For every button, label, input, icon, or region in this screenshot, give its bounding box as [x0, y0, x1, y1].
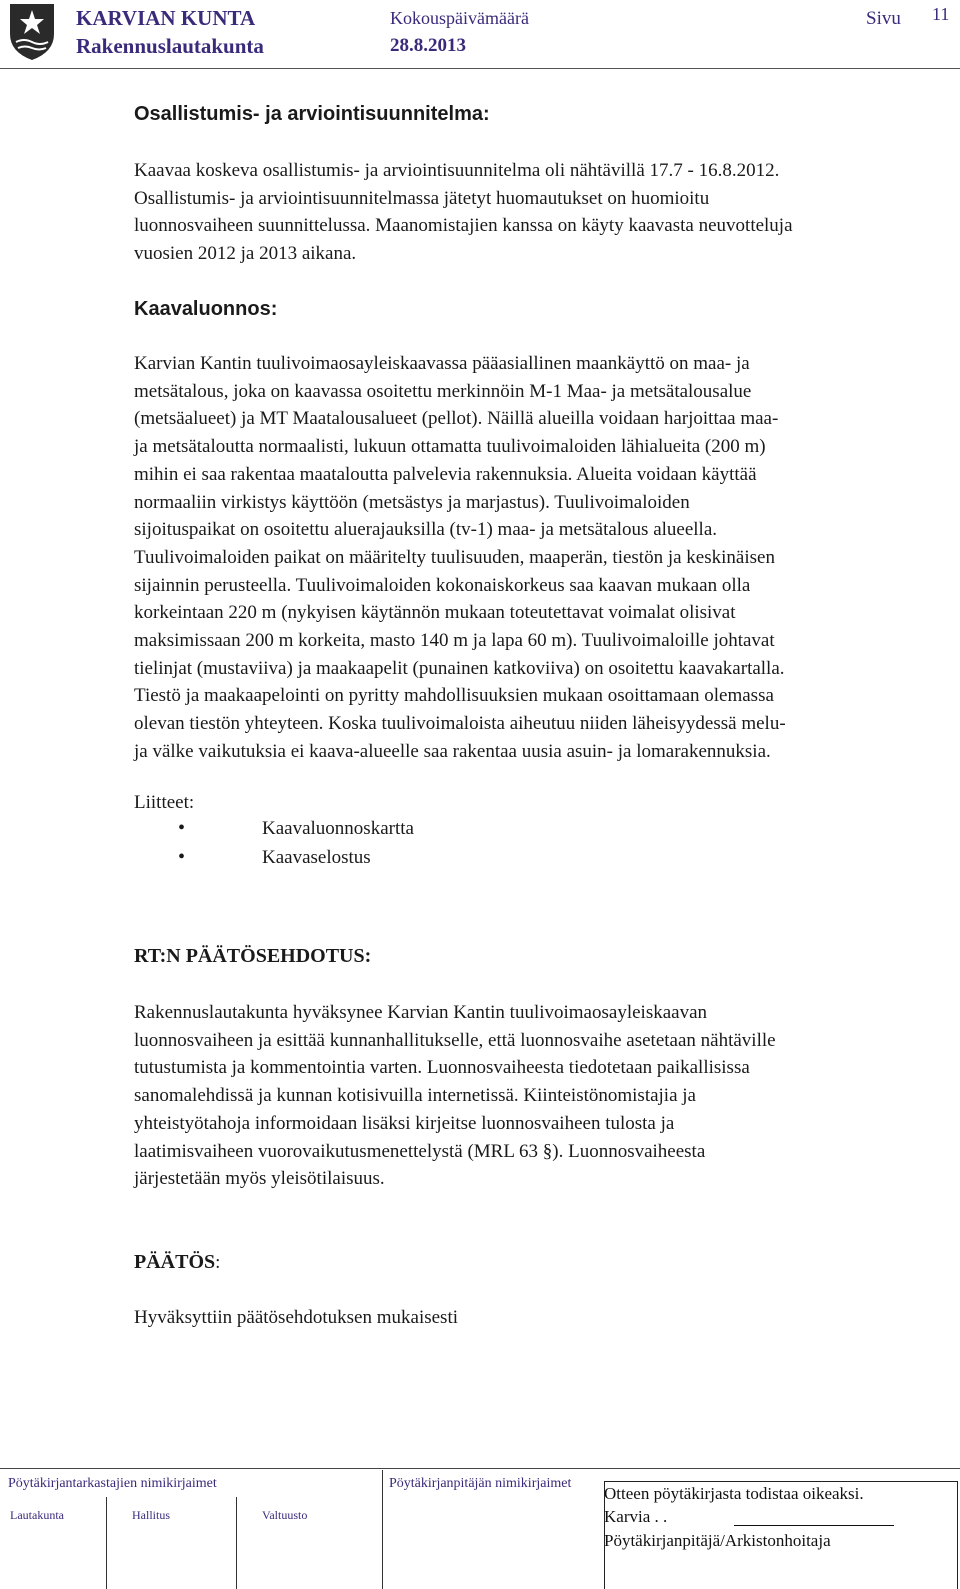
text-line: normaaliin virkistys käyttöön (metsästys ja marjastus). Tuulivoimaloiden — [134, 491, 690, 513]
page-label: Sivu — [866, 8, 901, 29]
board-name: Rakennuslautakunta — [76, 34, 264, 58]
meeting-date-label: Kokouspäivämäärä — [390, 8, 529, 28]
header-divider — [0, 68, 960, 69]
text-line: sanomalehdissä ja kunnan kotisivuilla internetissä. Kiinteistönomistajia ja — [134, 1085, 696, 1107]
text-line: metsätalous, joka on kaavassa osoitettu merkinnöin M-1 Maa- ja metsätalousalue — [134, 380, 752, 402]
meeting-date: 28.8.2013 — [390, 35, 466, 56]
attachment-item: Kaavaluonnoskartta — [262, 818, 414, 839]
municipality-crest-logo — [6, 0, 58, 62]
section-heading-osallistumis: Osallistumis- ja arviointisuunnitelma: — [134, 103, 490, 125]
proposal-paragraph — [134, 999, 954, 1193]
text-line: Karvian Kantin tuulivoimaosayleiskaavassa pääasiallinen maankäyttö on maa- ja — [134, 353, 750, 374]
decision-heading-text: PÄÄTÖS — [134, 1251, 216, 1273]
attachments-label: Liitteet: — [134, 792, 195, 813]
text-line: Tuulivoimaloiden paikat on määritelty tuulisuuden, maaperän, tiestön ja keskinäisen — [134, 546, 775, 568]
column-hallitus: Hallitus — [132, 1508, 170, 1522]
text-line: yhteistyötahoja informoidaan lisäksi kirjeitse luonnosvaiheen tulosta ja — [134, 1112, 675, 1134]
footer-column-divider — [236, 1497, 237, 1589]
text-line: maksimissaan 200 m korkeita, masto 140 m ja lapa 60 m). Tuulivoimaloille johtavat — [134, 630, 775, 652]
kaavaluonnos-paragraph — [134, 350, 954, 766]
section-heading-proposal: RT:N PÄÄTÖSEHDOTUS: — [134, 945, 372, 967]
text-line: mihin ei saa rakentaa maataloutta palvelevia rakennuksia. Alueita voidaan käyttää — [134, 463, 757, 485]
municipality-name: KARVIAN KUNTA — [76, 6, 256, 30]
certification-statement: Otteen pöytäkirjasta todistaa oikeaksi. — [604, 1484, 864, 1503]
attachment-item: Kaavaselostus — [262, 847, 371, 868]
bullet-icon: • — [178, 846, 186, 868]
text-line: Rakennuslautakunta hyväksynee Karvian Kantin tuulivoimaosayleiskaavan — [134, 1002, 708, 1023]
checkers-initials-label: Pöytäkirjantarkastajien nimikirjaimet — [8, 1476, 217, 1491]
page-number: 11 — [932, 4, 950, 24]
signature-line — [734, 1525, 894, 1526]
bullet-icon: • — [178, 817, 186, 839]
osallistumis-paragraph — [134, 157, 954, 268]
text-line: tutustumista ja kommentointia varten. Luonnosvaiheesta tiedotetaan paikallisissa — [134, 1057, 750, 1079]
text-line: laatimisvaiheen vuorovaikutusmenettelystä (MRL 63 §). Luonnosvaiheesta — [134, 1140, 706, 1162]
keeper-initials-label: Pöytäkirjanpitäjän nimikirjaimet — [389, 1476, 572, 1491]
decision-heading-colon: : — [215, 1252, 221, 1273]
footer-divider — [0, 1468, 960, 1469]
text-line: Osallistumis- ja arviointisuunnitelmassa jätetyt huomautukset on huomioitu — [134, 187, 710, 209]
section-heading-decision — [134, 1249, 954, 1277]
text-line: luonnosvaiheen ja esittää kunnanhallitukselle, että luonnosvaihe asetetaan nähtäville — [134, 1029, 776, 1051]
text-line: Kaavaa koskeva osallistumis- ja arviointisuunnitelma oli nähtävillä 17.7 - 16.8.2012. — [134, 160, 780, 181]
certification-signer-title: Pöytäkirjanpitäjä/Arkistonhoitaja — [604, 1531, 831, 1550]
text-line: olevan tiestön yhteyteen. Koska tuulivoimaloista aiheutuu niiden läheisyydessä melu- — [134, 713, 786, 735]
section-heading-kaavaluonnos: Kaavaluonnos: — [134, 298, 278, 320]
text-line: järjestetään myös yleisötilaisuus. — [134, 1168, 385, 1190]
text-line: vuosien 2012 ja 2013 aikana. — [134, 243, 357, 265]
text-line: korkeintaan 220 m (nykyisen käytännön mukaan toteutettavat voimalat olisivat — [134, 602, 736, 624]
text-line: ja välke vaikutuksia ei kaava-alueelle saa rakentaa uusia asuin- ja lomarakennuksia. — [134, 740, 771, 762]
certification-place: Karvia . . — [604, 1507, 668, 1526]
decision-text: Hyväksyttiin päätösehdotuksen mukaisesti — [134, 1307, 459, 1328]
text-line: (metsäalueet) ja MT Maatalousalueet (pellot). Näillä alueilla voidaan harjoittaa maa- — [134, 408, 779, 430]
text-line: luonnosvaiheen suunnittelussa. Maanomistajien kanssa on käyty kaavasta neuvotteluja — [134, 215, 793, 237]
footer-column-divider — [382, 1470, 383, 1589]
text-line: ja metsätaloutta normaalisti, lukuun ottamatta tuulivoimaloiden lähialueita (200 m) — [134, 436, 766, 458]
text-line: tielinjat (mustaviiva) ja maakaapelit (punainen katkoviiva) on osoitettu kaavakartalla. — [134, 657, 785, 679]
footer-column-divider — [106, 1497, 107, 1589]
text-line: sijainnin perusteella. Tuulivoimaloiden kokonaiskorkeus saa kaavan mukaan olla — [134, 574, 751, 596]
column-lautakunta: Lautakunta — [10, 1508, 64, 1522]
column-valtuusto: Valtuusto — [262, 1508, 308, 1522]
text-line: Tiestö ja maakaapelointi on pyritty mahdollisuuksien mukaan osoittamaan olemassa — [134, 685, 774, 707]
text-line: sijoituspaikat on osoitettu aluerajauksilla (tv-1) maa- ja metsätalous alueella. — [134, 519, 718, 541]
